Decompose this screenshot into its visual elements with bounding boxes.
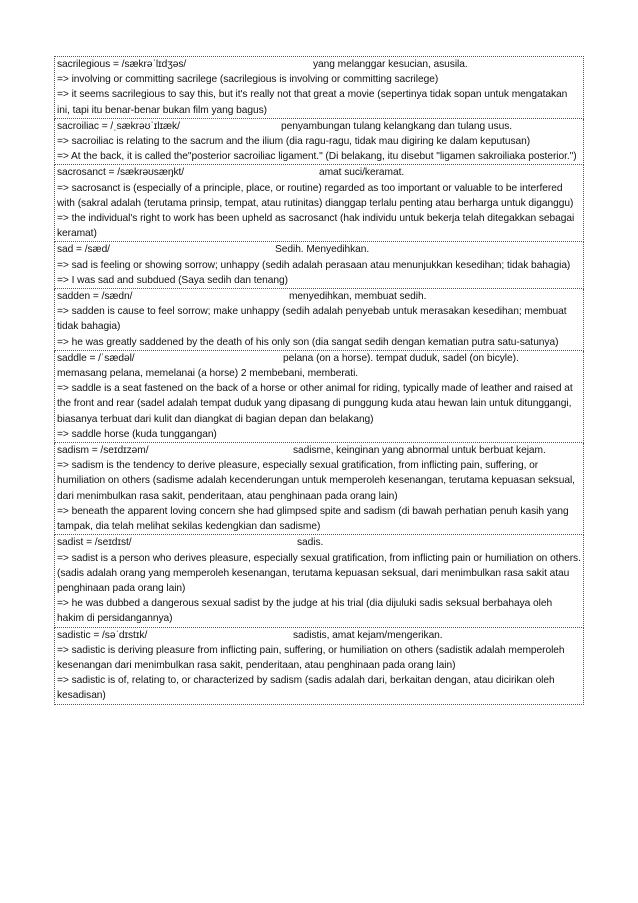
entry-word-pronunciation: sacrilegious = /sækrəˈlɪdʒəs/: [57, 59, 187, 70]
dictionary-entry: [54, 119, 584, 166]
dictionary-entry: [54, 535, 584, 627]
entry-example-line: => saddle horse (kuda tunggangan): [57, 428, 217, 440]
entry-headline: [57, 628, 581, 643]
entry-headline: [57, 289, 581, 304]
entry-word-pronunciation: sadist = /seɪdɪst/: [57, 537, 132, 549]
entry-example-line: => sadist is a person who derives pleasure, especially sexual gratification, from inflicting pain or humiliation on others. (sadis adalah orang yang memperoleh kesenangan, terutama kepuasan seksual, dari menimbulkan rasa sakit atau penghinaan pada orang lain): [57, 552, 581, 594]
dictionary-entry: [54, 242, 584, 289]
entry-headline: [57, 535, 581, 550]
entry-meaning: amat suci/keramat.: [319, 167, 405, 179]
entry-example-line: => he was greatly saddened by the death of his only son (dia sangat sedih dengan kematian putra satu-satunya): [57, 336, 559, 348]
entry-meaning: sadistis, amat kejam/mengerikan.: [293, 629, 443, 641]
entry-example-line: => sadistic is of, relating to, or characterized by sadism (sadis adalah dari, berkaitan dengan, atau dicirikan oleh kesadisan): [57, 675, 555, 702]
entry-example-line: => involving or committing sacrilege (sacrilegious is involving or committing sacrilege): [57, 74, 439, 86]
entry-word-pronunciation: sadden = /sædn/: [57, 291, 133, 303]
entry-example-line: => sacrosanct is (especially of a principle, place, or routine) regarded as too important or valuable to be interfered with (sakral adalah (terutama prinsip, tempat, atau rutinitas) dianggap terlalu penting atau berharga untuk diganggu): [57, 182, 574, 209]
entry-word-pronunciation: saddle = /ˈsædəl/: [57, 352, 135, 364]
entry-headline: [57, 351, 581, 366]
entry-example-line: memasang pelana, memelanai (a horse) 2 membebani, memberati.: [57, 368, 359, 380]
entry-example-line: => the individual's right to work has been upheld as sacrosanct (hak individu untuk bekerja telah ditegakkan sebagai keramat): [57, 213, 575, 240]
dictionary-entry: [54, 628, 584, 705]
entry-word-pronunciation: sacroiliac = /ˌsækrəʊˈɪlɪæk/: [57, 120, 180, 132]
entry-example-line: => sacroiliac is relating to the sacrum and the ilium (dia ragu-ragu, tidak mau digiring ke dalam keputusan): [57, 136, 531, 148]
entry-example-line: => it seems sacrilegious to say this, but it's really not that great a movie (sepertinya tidak sopan untuk mengatakan ini, tapi itu benar-benar bukan film yang bagus): [57, 89, 568, 116]
entry-example-line: => beneath the apparent loving concern she had glimpsed spite and sadism (di bawah perhatian penuh kasih yang tampak, dia telah melihat sekilas kedengkian dan sadisme): [57, 505, 569, 533]
entry-meaning: sadis.: [297, 537, 324, 549]
entry-headline: [57, 443, 581, 458]
entry-headline: [57, 242, 581, 257]
entry-word-pronunciation: sadistic = /səˈdɪstɪk/: [57, 629, 148, 641]
dictionary-sheet: [54, 56, 584, 705]
entry-example-line: => sadden is cause to feel sorrow; make unhappy (sedih adalah penyebab untuk merasakan kesedihan; membuat tidak bahagia): [57, 306, 567, 333]
entry-example-line: => sadism is the tendency to derive pleasure, especially sexual gratification, from inflicting pain, suffering, or humiliation on others (sadisme adalah kecenderungan untuk memperoleh kesenangan, terutama kepuasan seksual, dari menimbulkan rasa sakit, penderitaan, atau penghinaan pada orang lain): [57, 460, 575, 502]
entry-meaning: menyedihkan, membuat sedih.: [289, 291, 427, 303]
entry-meaning: sadisme, keinginan yang abnormal untuk berbuat kejam.: [293, 445, 546, 457]
entry-headline: [57, 119, 581, 134]
entry-example-line: => At the back, it is called the"posterior sacroiliac ligament." (Di belakang, itu disebut "ligamen sakroiliaka posterior."): [57, 151, 577, 163]
entry-example-line: => saddle is a seat fastened on the back of a horse or other animal for riding, typically made of leather and raised at the front and rear (sadel adalah tempat duduk yang dipasang di punggung kuda atau hewan lain untuk ditunggangi, biasanya terbuat dari kulit dan diangkat di bagian depan dan belakang): [57, 383, 573, 425]
entry-example-line: => sadistic is deriving pleasure from inflicting pain, suffering, or humiliation on others (sadistik adalah memperoleh kesenangan dari menimbulkan rasa sakit, penderitaan, atau penghinaan pada orang lain): [57, 644, 565, 671]
entry-example-line: => he was dubbed a dangerous sexual sadist by the judge at his trial (dia dijuluki sadis seksual berbahaya oleh hakim di persidangannya): [57, 598, 553, 625]
entry-word-pronunciation: sacrosanct = /sækrəʊsæŋkt/: [57, 167, 185, 179]
dictionary-entry: [54, 56, 584, 119]
dictionary-entry: [54, 289, 584, 351]
entry-example-line: => sad is feeling or showing sorrow; unhappy (sedih adalah perasaan atau menunjukkan kesedihan; tidak bahagia): [57, 259, 571, 271]
entry-headline: [57, 165, 581, 180]
entry-word-pronunciation: sadism = /seɪdɪzəm/: [57, 445, 149, 457]
dictionary-entry: [54, 165, 584, 242]
entry-example-line: => I was sad and subdued (Saya sedih dan tenang): [57, 274, 288, 286]
entry-meaning: penyambungan tulang kelangkang dan tulang usus.: [281, 120, 513, 132]
entry-headline: [57, 57, 581, 72]
dictionary-entry: [54, 351, 584, 443]
dictionary-entry: [54, 443, 584, 535]
entry-meaning: Sedih. Menyedihkan.: [275, 244, 370, 256]
entry-word-pronunciation: sad = /sæd/: [57, 244, 110, 256]
entry-meaning: pelana (on a horse). tempat duduk, sadel (on bicyle).: [283, 352, 519, 364]
entry-meaning: yang melanggar kesucian, asusila.: [313, 59, 468, 70]
